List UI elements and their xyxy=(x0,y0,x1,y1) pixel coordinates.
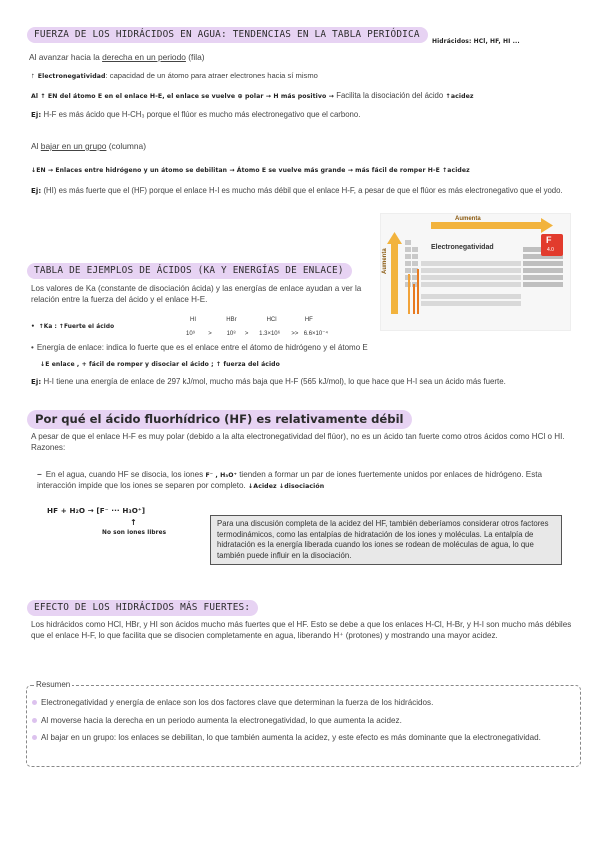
summary-bullet xyxy=(32,718,37,723)
page-title: FUERZA DE LOS HIDRÁCIDOS EN AGUA: TENDENCIAS EN LA TABLA PERIÓDICA xyxy=(27,27,428,43)
summary-item: Al moverse hacia la derecha en un periodo aumenta la electronegatividad, lo que aumenta la acidez. xyxy=(32,716,577,727)
summary-bullet xyxy=(32,700,37,705)
periodic-table-figure xyxy=(381,214,572,332)
period-trend: Al ↑ EN del átomo E en el enlace H-E, el enlace se vuelve ⊕ polar → H más positivo → Facilita la disociación del ácido ↑acidez xyxy=(31,91,474,100)
fluorine-symbol: F xyxy=(546,235,552,245)
hydracids-note: Hidrácidos: HCl, HF, HI ... xyxy=(432,38,520,45)
periodic-table-image xyxy=(380,213,571,331)
ka-values: 10⁹ > 10⁸ > 1.3×10⁶ >> 6.6×10⁻⁴ xyxy=(186,331,328,337)
bond-energy-definition: • Energía de enlace: indica lo fuerte que es el enlace entre el átomo de hidrógeno y el átomo E xyxy=(31,343,368,352)
electronegativity-heading: Electronegatividad xyxy=(431,244,494,251)
section4-title: Por qué el ácido fluorhídrico (HF) es relativamente débil xyxy=(27,410,412,429)
summary-item: Al bajar en un grupo: los enlaces se debilitan, lo que también aumenta la acidez, y este efecto es más dominante que la electronegatividad. xyxy=(32,733,577,744)
hf-equation: HF + H₂O → [F⁻ ··· H₃O⁺] xyxy=(47,506,146,515)
section4-intro: A pesar de que el enlace H-F es muy polar (debido a la alta electronegatividad del flúor), no es un ácido tan fuerte como otros ácidos como HCl o HI. Razones: xyxy=(31,432,565,452)
summary-label: Resumen xyxy=(36,680,71,689)
group-example: Ej: (HI) es más fuerte que el (HF) porque el enlace H-I es mucho más débil que el enlace H-F, a pesar de que el flúor es más electronegativo que el yodo. xyxy=(31,186,563,195)
fluorine-value: 4.0 xyxy=(547,247,554,253)
acids-header: HI HBr HCl HF xyxy=(190,317,313,323)
section5-title-wrap xyxy=(27,600,258,616)
equation-arrow: ↑ xyxy=(130,518,137,527)
group-trend: ↓EN → Enlaces entre hidrógeno y un átomo se debilitan → Átomo E se vuelve más grande → más fácil de romper H-E ↑acidez xyxy=(31,167,470,174)
thermodynamics-note-box: Para una discusión completa de la acidez del HF, también deberíamos considerar otros factores termodinámicos, como las entalpías de hidratación de los iones y moléculas. La entalpía de hidratación es la energía liberada cuando los iones se rodean de moléculas de agua, lo que también puede influir en la disociación. xyxy=(210,515,562,565)
section3-title: TABLA DE EJEMPLOS DE ÁCIDOS (KA Y ENERGÍAS DE ENLACE) xyxy=(27,263,352,279)
period-example: Ej: H-F es más ácido que H-CH₃ porque el flúor es mucho más electronegativo que el carbono. xyxy=(31,110,361,119)
increase-top-label: Aumenta xyxy=(455,216,481,222)
ka-note: • ↑Ka : ↑Fuerte el ácido xyxy=(31,324,115,330)
summary-item: Electronegatividad y energía de enlace son los dos factores clave que determinan la fuerza de los hidrácidos. xyxy=(32,698,577,709)
bond-energy-example: Ej: H-I tiene una energía de enlace de 297 kJ/mol, mucho más baja que H-F (565 kJ/mol), lo que hace que H-I sea un ácido más fuerte. xyxy=(31,377,506,386)
section1-intro: Al avanzar hacia la derecha en un periodo (fila) xyxy=(29,52,205,62)
section3-intro: Los valores de Ka (constante de disociación ácida) y las energías de enlace ayudan a ver la relación entre la fuerza del ácido y el enlace H-E. xyxy=(31,284,362,304)
equation-note: No son iones libres xyxy=(102,530,167,536)
section3-title-wrap xyxy=(27,263,352,279)
hf-ion-pair-bullet: − En el agua, cuando HF se disocia, los iones F⁻ , H₃O⁺ tienden a formar un par de iones fuertemente unidos por enlaces de hidrógeno. Esta interacción impide que los iones se separen por completo. ↓Acidez ↓disociación xyxy=(37,470,542,490)
section5-title: EFECTO DE LOS HIDRÁCIDOS MÁS FUERTES: xyxy=(27,600,258,616)
summary-bullet xyxy=(32,735,37,740)
section5-text: Los hidrácidos como HCl, HBr, y HI son ácidos mucho más fuertes que el HF. Esto se debe a que los enlaces H-Cl, H-Br, y H-I son mucho más débiles que el enlace H-F, lo que facilita que se disocien completamente en agua, liberando H⁺ (protones) y mostrando una mayor acidez. xyxy=(31,620,572,640)
increase-left-label: Aumenta xyxy=(382,248,388,274)
section4-title-wrap xyxy=(27,410,412,429)
page-title-wrap xyxy=(27,27,428,43)
bond-energy-note: ↓E enlace , + fácil de romper y disociar el ácido ; ↑ fuerza del ácido xyxy=(40,361,280,368)
section2-intro: Al bajar en un grupo (columna) xyxy=(31,141,146,151)
electronegativity-definition: ↑ Electronegatividad: capacidad de un átomo para atraer electrones hacia sí mismo xyxy=(31,71,318,80)
